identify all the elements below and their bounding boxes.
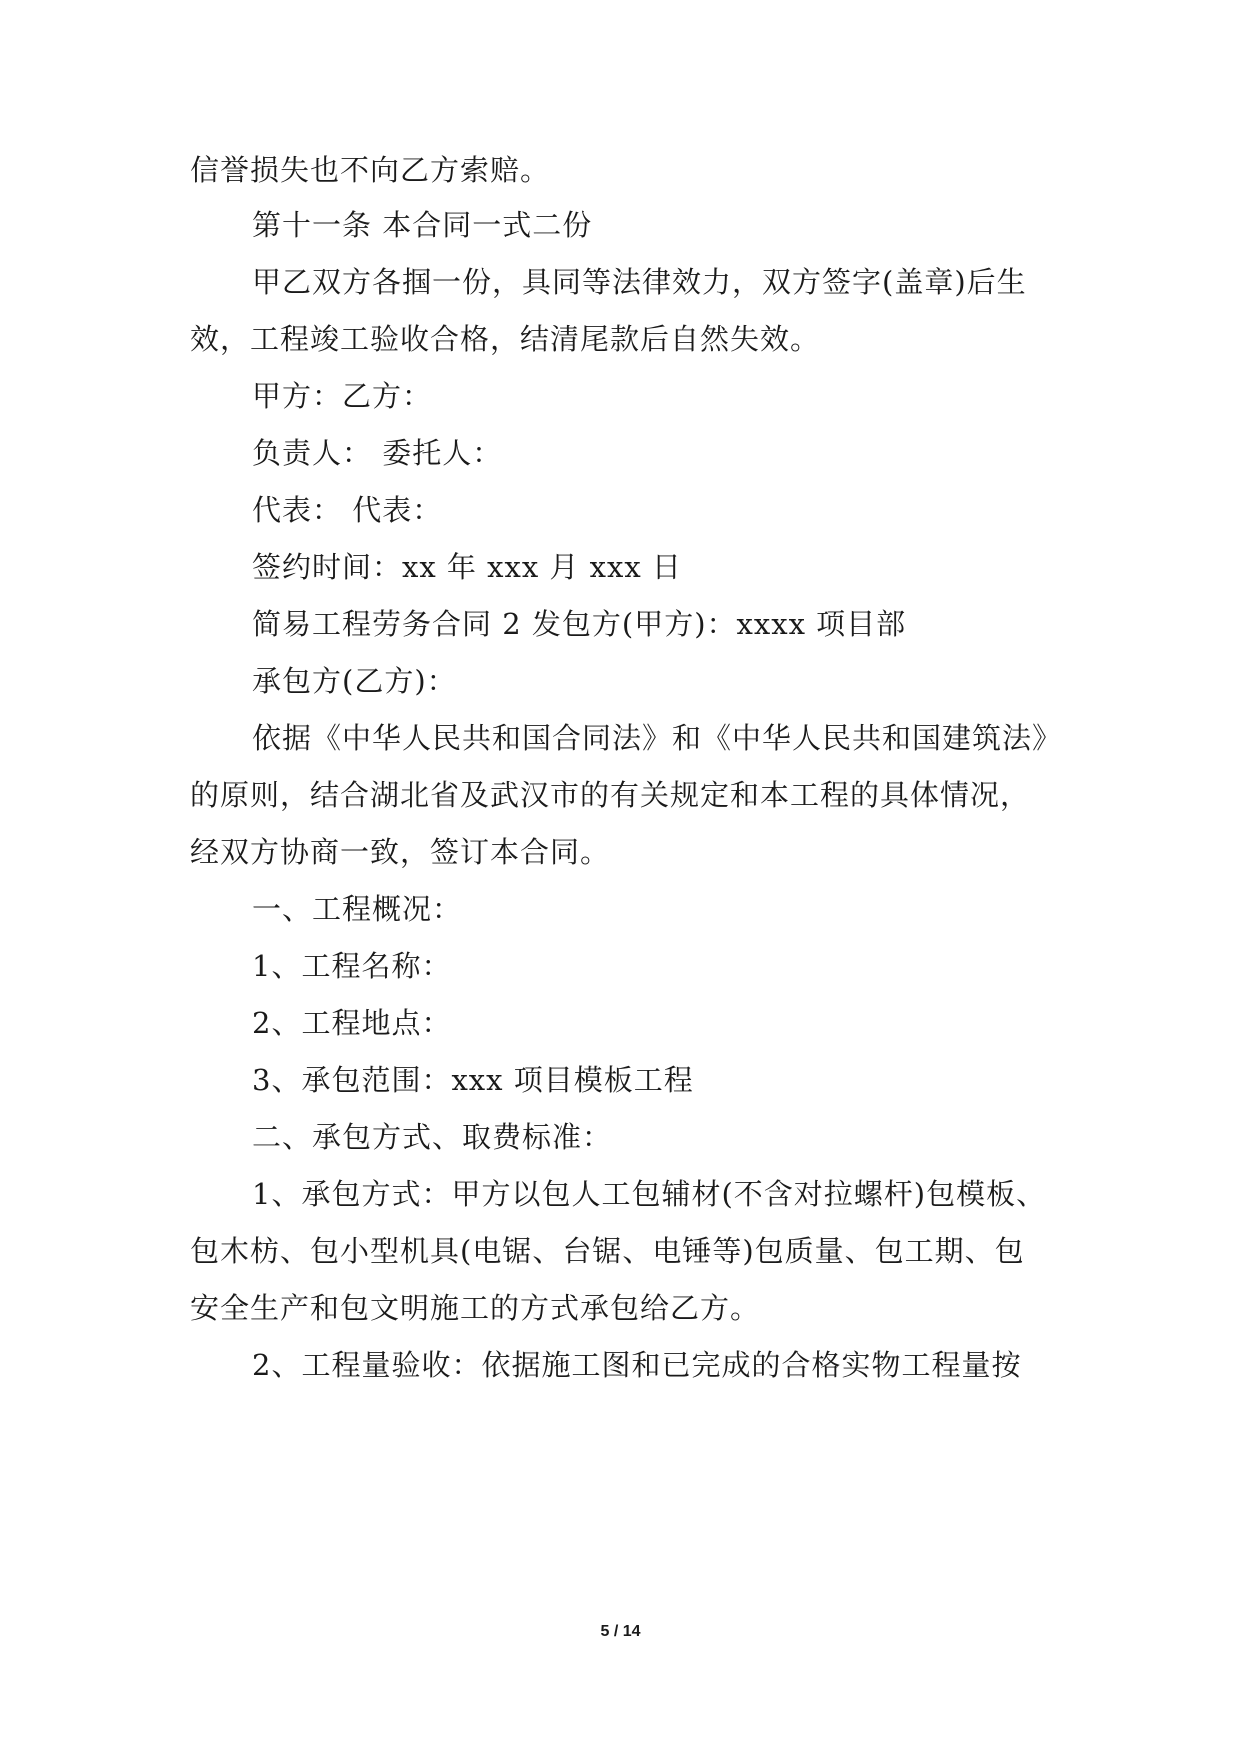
signature-field-responsible: 负责人： 委托人：	[252, 436, 503, 470]
text-line: 甲乙双方各掴一份，具同等法律效力，双方签字(盖章)后生	[252, 265, 1027, 299]
list-item: 3、承包范围：xxx 项目模板工程	[252, 1063, 694, 1097]
text-line: 安全生产和包文明施工的方式承包给乙方。	[190, 1291, 761, 1325]
signature-field-party: 甲方：乙方：	[252, 379, 433, 413]
section-heading: 二、承包方式、取费标准：	[252, 1120, 613, 1154]
text-line: 信誉损失也不向乙方索赔。	[190, 153, 551, 187]
text-line: 的原则，结合湖北省及武汉市的有关规定和本工程的具体情况，	[190, 778, 1031, 812]
text-line: 经双方协商一致，签订本合同。	[190, 835, 611, 869]
contract-title-line: 简易工程劳务合同 2 发包方(甲方)：xxxx 项目部	[252, 607, 907, 641]
list-item: 2、工程地点：	[252, 1006, 452, 1040]
contractor-line: 承包方(乙方)：	[252, 664, 457, 698]
signature-date: 签约时间：xx 年 xxx 月 xxx 日	[252, 550, 682, 584]
list-item: 1、承包方式：甲方以包人工包辅材(不含对拉螺杆)包模板、	[252, 1177, 1047, 1211]
list-item: 2、工程量验收：依据施工图和已完成的合格实物工程量按	[252, 1348, 1022, 1382]
article-heading: 第十一条 本合同一式二份	[252, 208, 593, 242]
list-item: 1、工程名称：	[252, 949, 452, 983]
text-line: 包木枋、包小型机具(电锯、台锯、电锤等)包质量、包工期、包	[190, 1234, 1025, 1268]
signature-field-representative: 代表： 代表：	[252, 493, 443, 527]
text-line: 依据《中华人民共和国合同法》和《中华人民共和国建筑法》	[252, 721, 1063, 755]
page-number: 5 / 14	[600, 1623, 641, 1640]
text-line: 效，工程竣工验收合格，结清尾款后自然失效。	[190, 322, 821, 356]
section-heading: 一、工程概况：	[252, 892, 463, 926]
